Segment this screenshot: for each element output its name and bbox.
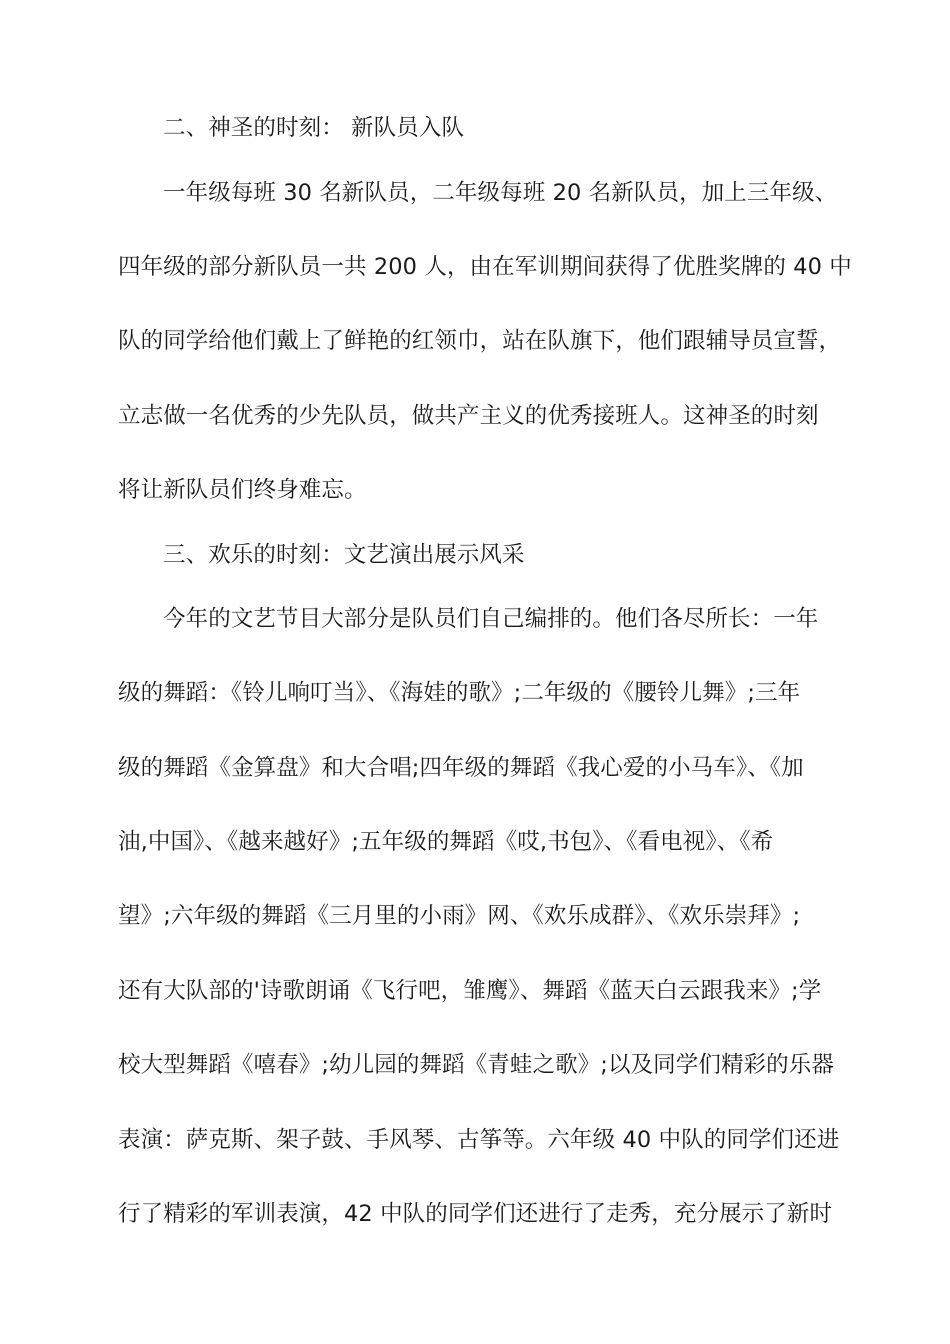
paragraph-line: 一年级每班 30 名新队员，二年级每班 20 名新队员，加上三年级、 xyxy=(163,180,838,206)
paragraph-line: 表演：萨克斯、架子鼓、手风琴、古筝等。六年级 40 中队的同学们还进 xyxy=(118,1127,840,1153)
paragraph-line: 立志做一名优秀的少先队员，做共产主义的优秀接班人。这神圣的时刻 xyxy=(118,403,819,429)
paragraph-line: 将让新队员们终身难忘。 xyxy=(118,477,367,503)
paragraph-line: 级的舞蹈：《铃儿响叮当》、《海娃的歌》;二年级的《腰铃儿舞》;三年 xyxy=(118,680,801,706)
paragraph-line: 级的舞蹈《金算盘》和大合唱;四年级的舞蹈《我心爱的小马车》、《加 xyxy=(118,755,804,781)
paragraph-line: 行了精彩的军训表演，42 中队的同学们还进行了走秀，充分展示了新时 xyxy=(118,1201,833,1227)
paragraph-line: 望》;六年级的舞蹈《三月里的小雨》网、《欢乐成群》、《欢乐崇拜》; xyxy=(118,903,801,929)
paragraph-line: 油,中国》、《越来越好》;五年级的舞蹈《哎,书包》、《看电视》、《希 xyxy=(118,829,774,855)
paragraph-line: 今年的文艺节目大部分是队员们自己编排的。他们各尽所长：一年 xyxy=(163,606,819,632)
section-heading-3: 三、欢乐的时刻：文艺演出展示风采 xyxy=(163,542,525,568)
paragraph-line: 校大型舞蹈《嘻春》;幼儿园的舞蹈《青蛙之歌》;以及同学们精彩的乐器 xyxy=(118,1052,834,1078)
paragraph-line: 四年级的部分新队员一共 200 人，由在军训期间获得了优胜奖牌的 40 中 xyxy=(118,254,852,280)
section-heading-2: 二、神圣的时刻： 新队员入队 xyxy=(163,115,465,141)
paragraph-line: 队的同学给他们戴上了鲜艳的红领巾，站在队旗下，他们跟辅导员宣誓， xyxy=(118,328,842,354)
paragraph-line: 还有大队部的'诗歌朗诵《飞行吧，雏鹰》、舞蹈《蓝天白云跟我来》;学 xyxy=(118,978,822,1004)
